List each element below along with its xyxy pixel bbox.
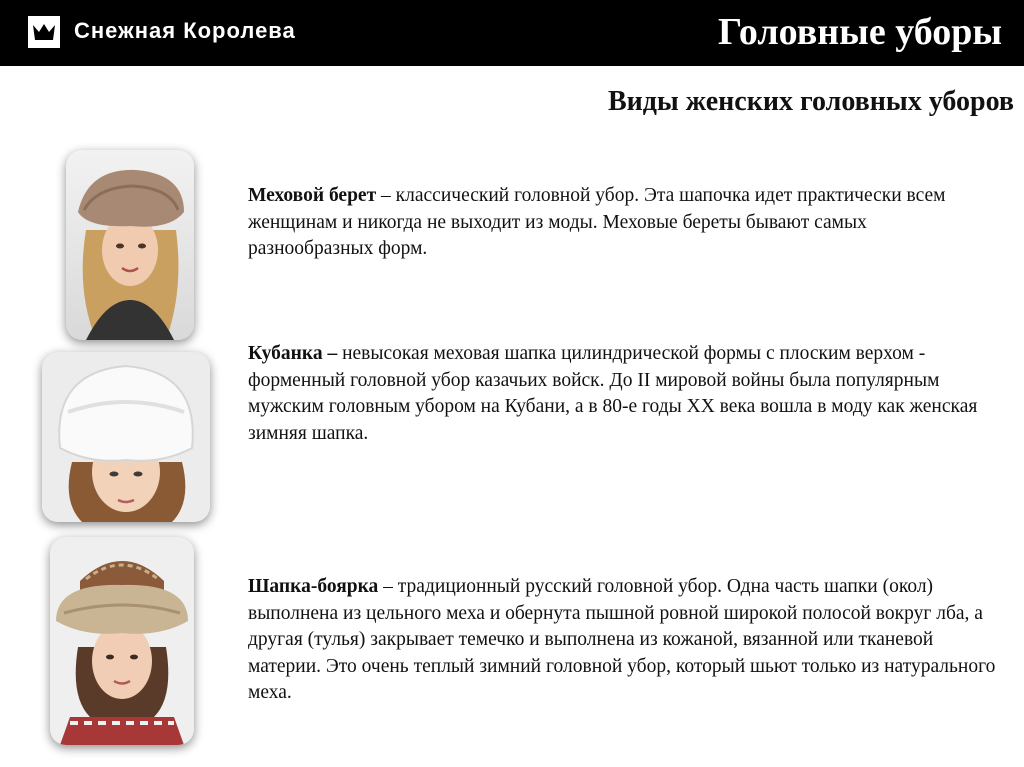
item-name: Кубанка –	[248, 343, 338, 364]
description-kubanka	[248, 341, 988, 447]
item-name: Шапка-боярка	[248, 576, 379, 597]
woman-in-fur-beret-photo	[66, 150, 194, 340]
item-text: – традиционный русский головной убор. Одна часть шапки (окол) выполнена из цельного меха и обернута пышной ровной широкой полосой вокруг лба, а другая (тулья) закрывает темечко и выполнена из кожаной, вязанной или тканевой материи. Это очень теплый зимний головной убор, который шьют только из натурального меха.	[248, 576, 996, 703]
section-title: Головные уборы	[718, 11, 1002, 53]
woman-in-white-kubanka-photo	[42, 352, 210, 522]
woman-in-boyarka-hat-photo	[50, 537, 194, 745]
description-boyarka	[248, 574, 998, 707]
crown-icon	[28, 16, 60, 48]
header-bar	[0, 0, 1024, 66]
item-name: Меховой берет	[248, 185, 377, 206]
item-text: – классический головной убор. Эта шапочка идет практически всем женщинам и никогда не выходит из моды. Меховые береты бывают самых разнообразных форм.	[248, 185, 946, 259]
item-text: невысокая меховая шапка цилиндрической формы с плоским верхом - форменный головной убор казачьих войск. До II мировой войны была популярным мужским головным убором на Кубани, а в 80-е годы XX века вошла в моду как женская зимняя шапка.	[248, 343, 978, 444]
brand-name: Снежная Королева	[74, 18, 296, 43]
page-subtitle: Виды женских головных уборов	[607, 86, 1014, 117]
description-fur-beret	[248, 183, 968, 263]
